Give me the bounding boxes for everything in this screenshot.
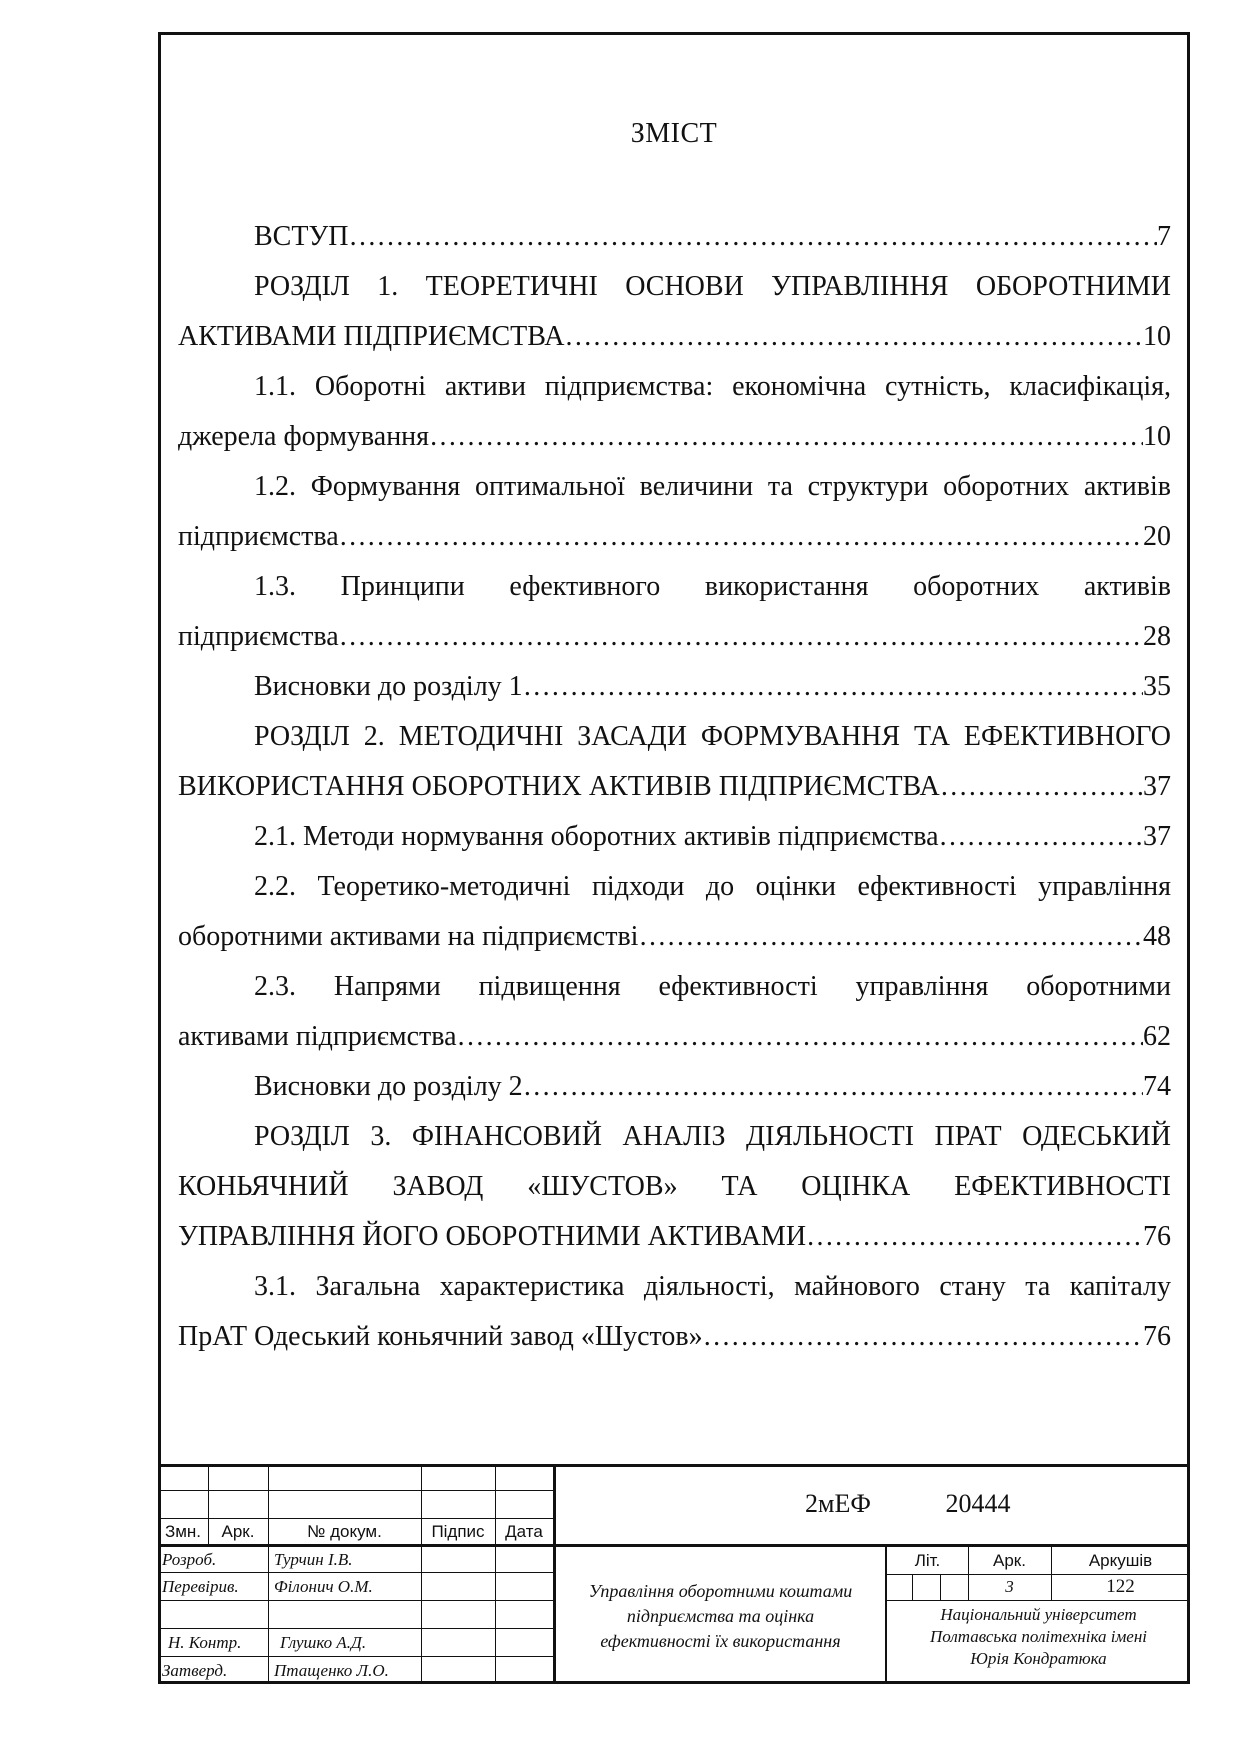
toc-entry-line: 2.2. Теоретико-методичні підходи до оцінки ефективності управління <box>254 871 1171 902</box>
toc-entry-leader <box>178 512 1171 562</box>
toc-page-number: 76 <box>1143 1221 1171 1252</box>
toc-entry-leader <box>178 1012 1171 1062</box>
toc-entry-text: оборотними активами на підприємстві <box>178 921 639 952</box>
header-sign: Підпис <box>431 1522 485 1541</box>
toc-page-number: 28 <box>1143 621 1171 652</box>
document-number: 20444 <box>945 1489 1011 1518</box>
toc-entry-text: ВСТУП <box>254 221 349 252</box>
toc-entry-text: ПрАТ Одеський коньячний завод «Шустов» <box>178 1321 703 1352</box>
label-ark: Арк. <box>993 1551 1026 1570</box>
dot-leader <box>939 812 1144 862</box>
toc-page-number: 10 <box>1143 321 1171 352</box>
toc-entry <box>178 212 1171 262</box>
toc-entry-line: КОНЬЯЧНИЙ ЗАВОД «ШУСТОВ» ТА ОЦІНКА ЕФЕКТИВНОСТІ <box>178 1171 1171 1202</box>
toc-entry-text: підприємства <box>178 521 339 552</box>
toc-entry-leader <box>178 662 1171 712</box>
value-sheets: 122 <box>1106 1576 1135 1597</box>
toc-entry-text: підприємства <box>178 621 339 652</box>
toc-entry <box>178 1112 1171 1262</box>
toc-entry <box>178 862 1171 962</box>
dot-leader <box>638 912 1143 962</box>
toc-entry <box>178 712 1171 812</box>
stamp-vline <box>495 1464 496 1684</box>
toc-page-number: 35 <box>1143 671 1171 702</box>
org-line: Юрія Кондратюка <box>970 1649 1107 1668</box>
toc-entry <box>178 812 1171 862</box>
toc-entry-line: 1.3. Принципи ефективного використання оборотних активів <box>254 571 1171 602</box>
dot-leader <box>523 662 1143 712</box>
stamp-line <box>887 1600 1190 1601</box>
stamp-line <box>158 1490 553 1491</box>
topic-line: ефективності їх використання <box>600 1631 841 1651</box>
stamp-vline <box>912 1574 913 1600</box>
toc-entry-line: РОЗДІЛ 2. МЕТОДИЧНІ ЗАСАДИ ФОРМУВАННЯ ТА ЕФЕКТИВНОГО <box>254 721 1171 752</box>
toc-entry-leader <box>178 812 1171 862</box>
stamp-line <box>158 1600 553 1601</box>
toc-entry <box>178 362 1171 462</box>
toc-entry <box>178 262 1171 362</box>
dot-leader <box>349 212 1158 262</box>
header-zmn: Змн. <box>164 1522 202 1541</box>
toc-entry-text: Висновки до розділу 2 <box>254 1071 523 1102</box>
toc-entry-leader <box>178 212 1171 262</box>
toc-entry-leader <box>178 412 1171 462</box>
toc-entry-text: джерела формування <box>178 421 430 452</box>
toc-entry-leader <box>178 312 1171 362</box>
toc-entry-line: 1.2. Формування оптимальної величини та структури оборотних активів <box>254 471 1171 502</box>
label-sheets: Аркушів <box>1088 1551 1153 1570</box>
toc-entry-text: УПРАВЛІННЯ ЙОГО ОБОРОТНИМИ АКТИВАМИ <box>178 1221 807 1252</box>
stamp-top-line <box>158 1464 1190 1467</box>
page-title: ЗМІСТ <box>630 118 718 149</box>
toc-entry-leader <box>178 612 1171 662</box>
toc-page-number: 20 <box>1143 521 1171 552</box>
title-block-stamp <box>158 1464 1190 1684</box>
toc-entry-leader <box>178 912 1171 962</box>
toc-entry-line: 1.1. Оборотні активи підприємства: економічна сутність, класифікація, <box>254 371 1171 402</box>
org-line: Полтавська політехніка імені <box>929 1627 1148 1646</box>
toc-page-number: 48 <box>1143 921 1171 952</box>
toc-entry-leader <box>178 1062 1171 1112</box>
name-developer: Турчин І.В. <box>274 1549 353 1569</box>
dot-leader <box>564 312 1143 362</box>
role-approver: Затверд. <box>162 1660 228 1680</box>
toc-entry <box>178 962 1171 1062</box>
toc-page-number: 74 <box>1143 1071 1171 1102</box>
org-line: Національний університет <box>940 1605 1137 1624</box>
stamp-line <box>158 1518 553 1519</box>
stamp-vline <box>940 1574 941 1600</box>
document-code: 2мЕФ <box>805 1489 871 1518</box>
toc-page-number: 10 <box>1143 421 1171 452</box>
toc-page-number: 37 <box>1143 821 1171 852</box>
dot-leader <box>806 1212 1143 1262</box>
header-ark: Арк. <box>221 1522 255 1541</box>
toc-page-number: 62 <box>1143 1021 1171 1052</box>
name-approver: Птащенко Л.О. <box>274 1660 389 1680</box>
toc-entry-leader <box>178 762 1171 812</box>
label-lit: Літ. <box>914 1551 941 1570</box>
toc-entry-line: 3.1. Загальна характеристика діяльності, майнового стану та капіталу <box>254 1271 1171 1302</box>
dot-leader <box>703 1312 1143 1362</box>
toc-entry-leader <box>178 1212 1171 1262</box>
toc-entry <box>178 662 1171 712</box>
stamp-vline <box>268 1464 269 1684</box>
topic-line: Управління оборотними коштами <box>588 1581 853 1601</box>
toc-page-number: 37 <box>1143 771 1171 802</box>
toc-page-number: 76 <box>1143 1321 1171 1352</box>
dot-leader <box>429 412 1143 462</box>
table-of-contents <box>178 212 1171 1362</box>
organization-name <box>887 1604 1190 1670</box>
dot-leader <box>339 512 1143 562</box>
toc-page-number: 7 <box>1157 221 1171 252</box>
toc-entry-leader <box>178 1312 1171 1362</box>
toc-entry <box>178 562 1171 662</box>
dot-leader <box>339 612 1143 662</box>
toc-entry <box>178 462 1171 562</box>
toc-entry-line: 2.3. Напрями підвищення ефективності управління оборотними <box>254 971 1171 1002</box>
toc-entry-text: Висновки до розділу 1 <box>254 671 523 702</box>
role-developer: Розроб. <box>162 1549 217 1569</box>
toc-entry-text: активами підприємства <box>178 1021 457 1052</box>
dot-leader <box>523 1062 1143 1112</box>
toc-entry-line: РОЗДІЛ 1. ТЕОРЕТИЧНІ ОСНОВИ УПРАВЛІННЯ ОБОРОТНИМИ <box>254 271 1171 302</box>
value-ark: 3 <box>1005 1577 1014 1596</box>
toc-entry-line: РОЗДІЛ 3. ФІНАНСОВИЙ АНАЛІЗ ДІЯЛЬНОСТІ ПРАТ ОДЕСЬКИЙ <box>254 1121 1171 1152</box>
toc-entry <box>178 1062 1171 1112</box>
document-topic <box>556 1579 885 1654</box>
name-norm-control: Глушко А.Д. <box>280 1632 367 1652</box>
topic-line: підприємства та оцінка <box>626 1606 815 1626</box>
header-doc: № докум. <box>307 1522 382 1541</box>
toc-entry <box>178 1262 1171 1362</box>
header-date: Дата <box>505 1522 543 1541</box>
role-norm-control: Н. Контр. <box>168 1632 242 1652</box>
toc-entry-text: 2.1. Методи нормування оборотних активів підприємства <box>254 821 939 852</box>
name-checker: Філонич О.М. <box>274 1576 373 1596</box>
role-checker: Перевірив. <box>162 1576 239 1596</box>
toc-entry-text: АКТИВАМИ ПІДПРИЄМСТВА <box>178 321 565 352</box>
toc-entry-text: ВИКОРИСТАННЯ ОБОРОТНИХ АКТИВІВ ПІДПРИЄМСТВА <box>178 771 940 802</box>
dot-leader <box>457 1012 1143 1062</box>
dot-leader <box>940 762 1143 812</box>
